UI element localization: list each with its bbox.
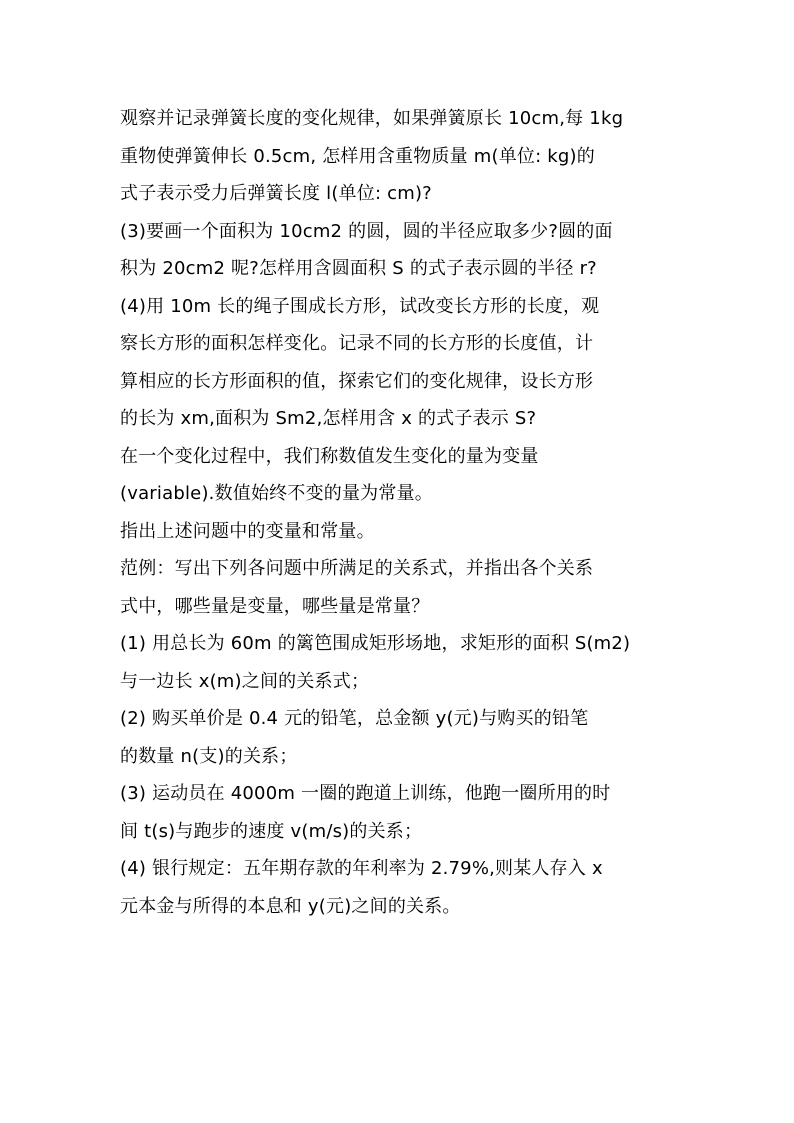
text-line: 在一个变化过程中，我们称数值发生变化的量为变量 — [120, 445, 539, 467]
text-line: (4) 银行规定：五年期存款的年利率为 2.79%,则某人存入 x — [120, 858, 603, 879]
text-line: (2) 购买单价是 0.4 元的铅笔，总金额 y(元)与购买的铅笔 — [120, 708, 589, 729]
text-line: (variable).数值始终不变的量为常量。 — [120, 483, 433, 504]
text-line: 算相应的长方形面积的值，探索它们的变化规律，设长方形 — [120, 370, 594, 392]
text-line: 与一边长 x(m)之间的关系式； — [120, 670, 370, 692]
text-line: 元本金与所得的本息和 y(元)之间的关系。 — [120, 895, 461, 917]
text-line: 察长方形的面积怎样变化。记录不同的长方形的长度值，计 — [120, 333, 594, 354]
text-line: 间 t(s)与跑步的速度 v(m/s)的关系； — [120, 820, 423, 842]
text-line: (3) 运动员在 4000m 一圈的跑道上训练，他跑一圈所用的时 — [120, 783, 611, 804]
text-line: 观察并记录弹簧长度的变化规律，如果弹簧原长 10cm,每 1kg — [120, 108, 624, 129]
text-line: (3)要画一个面积为 10cm2 的圆，圆的半径应取多少?圆的面 — [120, 220, 613, 242]
text-line: (1) 用总长为 60m 的篱笆围成矩形场地，求矩形的面积 S(m2) — [120, 633, 631, 654]
text-line: 积为 20cm2 呢?怎样用含圆面积 S 的式子表示圆的半径 r? — [120, 258, 597, 279]
text-line: 的长为 xm,面积为 Sm2,怎样用含 x 的式子表示 S? — [120, 408, 537, 429]
text-line: 式子表示受力后弹簧长度 l(单位: cm)? — [120, 183, 432, 204]
text-line: 指出上述问题中的变量和常量。 — [120, 520, 375, 542]
text-line: 范例：写出下列各问题中所满足的关系式，并指出各个关系 — [120, 558, 594, 579]
text-line: 式中，哪些量是变量，哪些量是常量？ — [120, 595, 430, 617]
document-body — [120, 100, 680, 925]
text-line: 的数量 n(支)的关系； — [120, 745, 298, 767]
text-line: 重物使弹簧伸长 0.5cm, 怎样用含重物质量 m(单位: kg)的 — [120, 145, 595, 167]
text-line: (4)用 10m 长的绳子围成长方形，试改变长方形的长度，观 — [120, 295, 600, 317]
